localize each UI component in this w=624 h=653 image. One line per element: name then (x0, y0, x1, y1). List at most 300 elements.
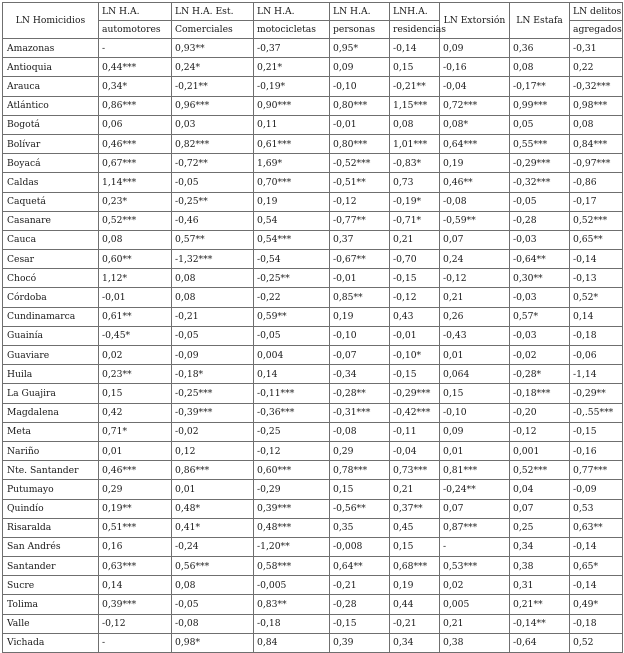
table-cell: 0,84 (254, 633, 330, 652)
table-cell: 0,07 (440, 499, 510, 518)
table-cell: -0,12 (254, 441, 330, 460)
column-header-top: LN H.A. (254, 3, 330, 21)
table-cell: 0,54 (254, 211, 330, 230)
table-row (3, 480, 623, 499)
table-cell: -0,97*** (570, 154, 623, 173)
table-cell: -0,05 (510, 192, 570, 211)
table-cell: 0,21** (510, 595, 570, 614)
table-cell: 1,12* (99, 269, 172, 288)
table-cell: -0,12 (510, 422, 570, 441)
table-cell: 0,08 (172, 269, 254, 288)
table-cell: -0,19* (254, 77, 330, 96)
table-cell: -0,86 (570, 173, 623, 192)
table-cell: 0,90*** (254, 96, 330, 115)
table-cell: 0,44 (390, 595, 440, 614)
table-cell: - (99, 39, 172, 58)
table-cell: 0,31 (510, 576, 570, 595)
table-cell: -0,01 (330, 269, 390, 288)
table-cell: 0,01 (172, 480, 254, 499)
table-cell: -0,16 (570, 441, 623, 460)
table-cell: -0,28* (510, 365, 570, 384)
table-cell: 0,49* (570, 595, 623, 614)
table-cell: 0,23** (99, 365, 172, 384)
table-cell: 0,38 (510, 557, 570, 576)
table-cell: -0,05 (254, 326, 330, 345)
table-cell: 0,71* (99, 422, 172, 441)
table-row (3, 365, 623, 384)
table-cell: -0,12 (390, 288, 440, 307)
column-header-top: LN H.A. (99, 3, 172, 21)
table-cell: -0,06 (570, 346, 623, 365)
department-name: Magdalena (3, 403, 99, 422)
table-cell: -0,04 (390, 441, 440, 460)
table-cell: 0,001 (510, 441, 570, 460)
table-cell: 0,11 (254, 115, 330, 134)
table-cell: 1,69* (254, 154, 330, 173)
table-cell: 0,21 (390, 480, 440, 499)
table-cell: 0,39 (330, 633, 390, 652)
table-cell: -0,77** (330, 211, 390, 230)
table-row (3, 441, 623, 460)
table-cell: -0,52*** (330, 154, 390, 173)
table-cell: -0,18* (172, 365, 254, 384)
table-cell: -0,18 (570, 326, 623, 345)
table-cell: 0,29 (99, 480, 172, 499)
table-cell: 0,46*** (99, 461, 172, 480)
table-cell: 0,64** (330, 557, 390, 576)
homicide-correlation-table (2, 2, 623, 653)
table-cell: 0,19 (254, 192, 330, 211)
table-cell: -0,29 (254, 480, 330, 499)
table-cell: 1,14*** (99, 173, 172, 192)
table-row (3, 614, 623, 633)
department-name: Guaviare (3, 346, 99, 365)
table-cell: 0,45 (390, 518, 440, 537)
department-name: Meta (3, 422, 99, 441)
table-cell: 0,48* (172, 499, 254, 518)
table-cell: 0,03 (172, 115, 254, 134)
table-cell: 0,68*** (390, 557, 440, 576)
table-cell: -0,05 (172, 173, 254, 192)
department-name: Caldas (3, 173, 99, 192)
column-header-bottom: motocicletas (254, 21, 330, 39)
table-cell: 0,61*** (254, 134, 330, 153)
table-cell: -0,04 (440, 77, 510, 96)
table-cell: -0,09 (570, 480, 623, 499)
table-cell: -0,70 (390, 250, 440, 269)
table-cell: 0,15 (440, 384, 510, 403)
table-cell: -0,008 (330, 537, 390, 556)
table-cell: 0,26 (440, 307, 510, 326)
table-cell: 0,98*** (570, 96, 623, 115)
table-cell: 0,19** (99, 499, 172, 518)
column-header-bottom: residencias (390, 21, 440, 39)
table-row (3, 288, 623, 307)
table-cell: 0,57** (172, 230, 254, 249)
table-cell: -0,10 (330, 77, 390, 96)
table-cell: -0,14 (570, 576, 623, 595)
table-cell: 0,23* (99, 192, 172, 211)
table-cell: 0,02 (99, 346, 172, 365)
table-row (3, 595, 623, 614)
table-cell: -0,29*** (510, 154, 570, 173)
table-cell: -0,.55*** (570, 403, 623, 422)
table-cell: 0,93** (172, 39, 254, 58)
table-cell: 0,51*** (99, 518, 172, 537)
table-cell: -0,21 (172, 307, 254, 326)
department-name: Putumayo (3, 480, 99, 499)
table-cell: 0,48*** (254, 518, 330, 537)
table-cell: -0,29*** (390, 384, 440, 403)
corner-header: LN Homicidios (3, 3, 99, 39)
table-cell: 1,01*** (390, 134, 440, 153)
table-cell: -0,14 (390, 39, 440, 58)
table-cell: -0,43 (440, 326, 510, 345)
table-cell: 0,77*** (570, 461, 623, 480)
table-header (3, 3, 623, 39)
table-cell: -0,08 (172, 614, 254, 633)
table-row (3, 518, 623, 537)
table-cell: 0,52*** (99, 211, 172, 230)
department-name: Nte. Santander (3, 461, 99, 480)
table-cell: 0,34 (390, 633, 440, 652)
table-cell: -0,10 (440, 403, 510, 422)
department-name: Risaralda (3, 518, 99, 537)
table-cell: -0,25*** (172, 384, 254, 403)
table-cell: 0,06 (99, 115, 172, 134)
table-cell: 0,52*** (570, 211, 623, 230)
table-row (3, 192, 623, 211)
table-cell: -0,21 (330, 576, 390, 595)
department-name: Vichada (3, 633, 99, 652)
table-cell: 0,43 (390, 307, 440, 326)
table-row (3, 633, 623, 652)
table-cell: 0,12 (172, 441, 254, 460)
department-name: Bogotá (3, 115, 99, 134)
table-cell: -0,56** (330, 499, 390, 518)
table-cell: -0,09 (172, 346, 254, 365)
department-name: Cundinamarca (3, 307, 99, 326)
table-cell: 0,39*** (254, 499, 330, 518)
table-cell: 0,52 (570, 633, 623, 652)
table-cell: -0,46 (172, 211, 254, 230)
table-cell: -0,03 (510, 326, 570, 345)
table-cell: 0,99*** (510, 96, 570, 115)
department-name: Arauca (3, 77, 99, 96)
table-cell: -0,11 (390, 422, 440, 441)
department-name: Sucre (3, 576, 99, 595)
table-cell: -0,25 (254, 422, 330, 441)
table-cell: 0,98* (172, 633, 254, 652)
table-cell: -0,29** (570, 384, 623, 403)
table-cell: 0,14 (254, 365, 330, 384)
table-cell: - (99, 633, 172, 652)
table-cell: 0,55*** (510, 134, 570, 153)
table-cell: 0,21 (390, 230, 440, 249)
column-header-top: LN delitos (570, 3, 623, 21)
table-cell: -0,14 (570, 537, 623, 556)
table-cell: 0,65* (570, 557, 623, 576)
table-cell: 0,65** (570, 230, 623, 249)
table-cell: 0,82*** (172, 134, 254, 153)
table-cell: 0,36 (510, 39, 570, 58)
table-row (3, 537, 623, 556)
table-cell: 0,72*** (440, 96, 510, 115)
table-cell: -0,07 (330, 346, 390, 365)
table-cell: -0,14 (570, 250, 623, 269)
table-cell: -0,11*** (254, 384, 330, 403)
table-cell: -0,28 (330, 595, 390, 614)
table-row (3, 384, 623, 403)
column-header-top: LN H.A. Est. (172, 3, 254, 21)
table-cell: -0,01 (390, 326, 440, 345)
department-name: La Guajira (3, 384, 99, 403)
table-cell: -0,01 (99, 288, 172, 307)
table-row (3, 346, 623, 365)
table-cell: -0,67** (330, 250, 390, 269)
table-cell: -0,15 (570, 422, 623, 441)
table-cell: 0,60** (99, 250, 172, 269)
column-header-bottom: personas (330, 21, 390, 39)
table-cell: 0,80*** (330, 96, 390, 115)
table-cell: -0,31 (570, 39, 623, 58)
department-name: Huila (3, 365, 99, 384)
table-cell: 0,29 (330, 441, 390, 460)
table-cell: 0,08 (390, 115, 440, 134)
table-cell: -0,54 (254, 250, 330, 269)
table-cell: 0,21 (440, 288, 510, 307)
table-cell: 0,37** (390, 499, 440, 518)
table-cell: -0,42*** (390, 403, 440, 422)
table-cell: -0,24** (440, 480, 510, 499)
table-cell: 0,83** (254, 595, 330, 614)
table-cell: -0,03 (510, 288, 570, 307)
table-cell: 0,30** (510, 269, 570, 288)
table-cell: -0,24 (172, 537, 254, 556)
table-cell: 0,63** (570, 518, 623, 537)
table-cell: -0,21 (390, 614, 440, 633)
table-cell: 0,09 (440, 422, 510, 441)
table-cell: 0,22 (570, 58, 623, 77)
table-cell: -0,14** (510, 614, 570, 633)
table-cell: -0,25** (254, 269, 330, 288)
table-cell: 0,39*** (99, 595, 172, 614)
table-cell: 0,15 (99, 384, 172, 403)
table-cell: 0,24* (172, 58, 254, 77)
table-cell: 0,19 (440, 154, 510, 173)
table-cell: 0,63*** (99, 557, 172, 576)
table-cell: -0,31*** (330, 403, 390, 422)
table-cell: 0,15 (390, 58, 440, 77)
table-cell: 0,004 (254, 346, 330, 365)
table-cell: -0,22 (254, 288, 330, 307)
table-cell: -0,32*** (570, 77, 623, 96)
table-cell: 0,19 (390, 576, 440, 595)
table-cell: 0,21* (254, 58, 330, 77)
table-cell: 0,52* (570, 288, 623, 307)
table-row (3, 77, 623, 96)
table-cell: -0,08 (330, 422, 390, 441)
column-header-top: LN Estafa (510, 3, 570, 39)
table-cell: -0,15 (390, 269, 440, 288)
table-cell: 0,58*** (254, 557, 330, 576)
table-cell: 0,34* (99, 77, 172, 96)
table-cell: 0,24 (440, 250, 510, 269)
department-name: Caquetá (3, 192, 99, 211)
table-cell: 0,08 (172, 576, 254, 595)
table-row (3, 211, 623, 230)
table-cell: 0,37 (330, 230, 390, 249)
table-cell: -0,10* (390, 346, 440, 365)
column-header-top: LN H.A. (330, 3, 390, 21)
table-cell: -1,20** (254, 537, 330, 556)
table-cell: 0,44*** (99, 58, 172, 77)
table-cell: -0,28** (330, 384, 390, 403)
table-cell: 0,67*** (99, 154, 172, 173)
table-cell: 0,08 (172, 288, 254, 307)
table-row (3, 173, 623, 192)
table-cell: -0,39*** (172, 403, 254, 422)
table-cell: -0,83* (390, 154, 440, 173)
table-cell: -0,18 (570, 614, 623, 633)
table-cell: 0,41* (172, 518, 254, 537)
table-cell: 0,19 (330, 307, 390, 326)
table-body (3, 39, 623, 653)
table-row (3, 96, 623, 115)
table-row (3, 154, 623, 173)
table-row (3, 499, 623, 518)
table-cell: 0,01 (99, 441, 172, 460)
department-name: Cesar (3, 250, 99, 269)
table-cell: 0,57* (510, 307, 570, 326)
table-cell: -0,12 (330, 192, 390, 211)
table-cell: 0,35 (330, 518, 390, 537)
table-row (3, 58, 623, 77)
table-row (3, 269, 623, 288)
table-cell: -1,14 (570, 365, 623, 384)
table-cell: - (440, 537, 510, 556)
table-cell: 0,80*** (330, 134, 390, 153)
table-row (3, 307, 623, 326)
table-cell: -0,28 (510, 211, 570, 230)
table-cell: -0,17 (570, 192, 623, 211)
table-cell: -0,16 (440, 58, 510, 77)
department-name: Valle (3, 614, 99, 633)
department-name: Santander (3, 557, 99, 576)
department-name: Boyacá (3, 154, 99, 173)
column-header-bottom: agregados (570, 21, 623, 39)
table-cell: 0,42 (99, 403, 172, 422)
department-name: Amazonas (3, 39, 99, 58)
table-cell: -0,59** (440, 211, 510, 230)
table-cell: 0,73*** (390, 461, 440, 480)
column-header-top: LNH.A. (390, 3, 440, 21)
table-cell: 0,064 (440, 365, 510, 384)
table-cell: -0,18 (254, 614, 330, 633)
column-header-bottom: automotores (99, 21, 172, 39)
table-cell: 0,81*** (440, 461, 510, 480)
table-cell: 0,70*** (254, 173, 330, 192)
column-header-top: LN Extorsión (440, 3, 510, 39)
department-name: San Andrés (3, 537, 99, 556)
table-cell: -1,32*** (172, 250, 254, 269)
table-cell: 0,01 (440, 346, 510, 365)
column-header-bottom: Comerciales (172, 21, 254, 39)
table-cell: -0,25** (172, 192, 254, 211)
table-cell: 0,73 (390, 173, 440, 192)
department-name: Quindío (3, 499, 99, 518)
table-cell: 0,02 (440, 576, 510, 595)
table-cell: 0,05 (510, 115, 570, 134)
table-cell: -0,03 (510, 230, 570, 249)
table-cell: -0,15 (330, 614, 390, 633)
table-row (3, 250, 623, 269)
table-cell: 0,04 (510, 480, 570, 499)
table-cell: 0,14 (99, 576, 172, 595)
department-name: Tolima (3, 595, 99, 614)
table-cell: -0,02 (172, 422, 254, 441)
table-cell: 0,005 (440, 595, 510, 614)
department-name: Bolívar (3, 134, 99, 153)
table-cell: 1,15*** (390, 96, 440, 115)
table-cell: 0,09 (330, 58, 390, 77)
table-cell: -0,37 (254, 39, 330, 58)
department-name: Cauca (3, 230, 99, 249)
table-cell: 0,15 (390, 537, 440, 556)
table-row (3, 557, 623, 576)
table-cell: -0,36*** (254, 403, 330, 422)
table-cell: 0,53*** (440, 557, 510, 576)
table-cell: -0,21** (390, 77, 440, 96)
table-cell: -0,34 (330, 365, 390, 384)
table-row (3, 230, 623, 249)
table-cell: -0,18*** (510, 384, 570, 403)
table-cell: 0,56*** (172, 557, 254, 576)
department-name: Atlántico (3, 96, 99, 115)
table-cell: 0,08 (510, 58, 570, 77)
table-cell: 0,95* (330, 39, 390, 58)
table-cell: -0,51** (330, 173, 390, 192)
table-cell: 0,53 (570, 499, 623, 518)
table-row (3, 326, 623, 345)
table-cell: -0,32*** (510, 173, 570, 192)
table-cell: 0,52*** (510, 461, 570, 480)
table-cell: 0,07 (440, 230, 510, 249)
table-cell: 0,08* (440, 115, 510, 134)
table-cell: -0,13 (570, 269, 623, 288)
table-cell: 0,16 (99, 537, 172, 556)
table-cell: 0,14 (570, 307, 623, 326)
table-cell: 0,78*** (330, 461, 390, 480)
table-cell: -0,01 (330, 115, 390, 134)
table-cell: -0,72** (172, 154, 254, 173)
table-cell: -0,08 (440, 192, 510, 211)
table-row (3, 403, 623, 422)
table-cell: 0,34 (510, 537, 570, 556)
table-cell: -0,64 (510, 633, 570, 652)
department-name: Casanare (3, 211, 99, 230)
table-cell: 0,38 (440, 633, 510, 652)
department-name: Antioquia (3, 58, 99, 77)
table-cell: 0,08 (99, 230, 172, 249)
table-cell: 0,09 (440, 39, 510, 58)
table-cell: 0,64*** (440, 134, 510, 153)
table-cell: -0,71* (390, 211, 440, 230)
table-cell: -0,64** (510, 250, 570, 269)
table-cell: 0,59** (254, 307, 330, 326)
table-cell: -0,12 (440, 269, 510, 288)
table-cell: 0,86*** (99, 96, 172, 115)
